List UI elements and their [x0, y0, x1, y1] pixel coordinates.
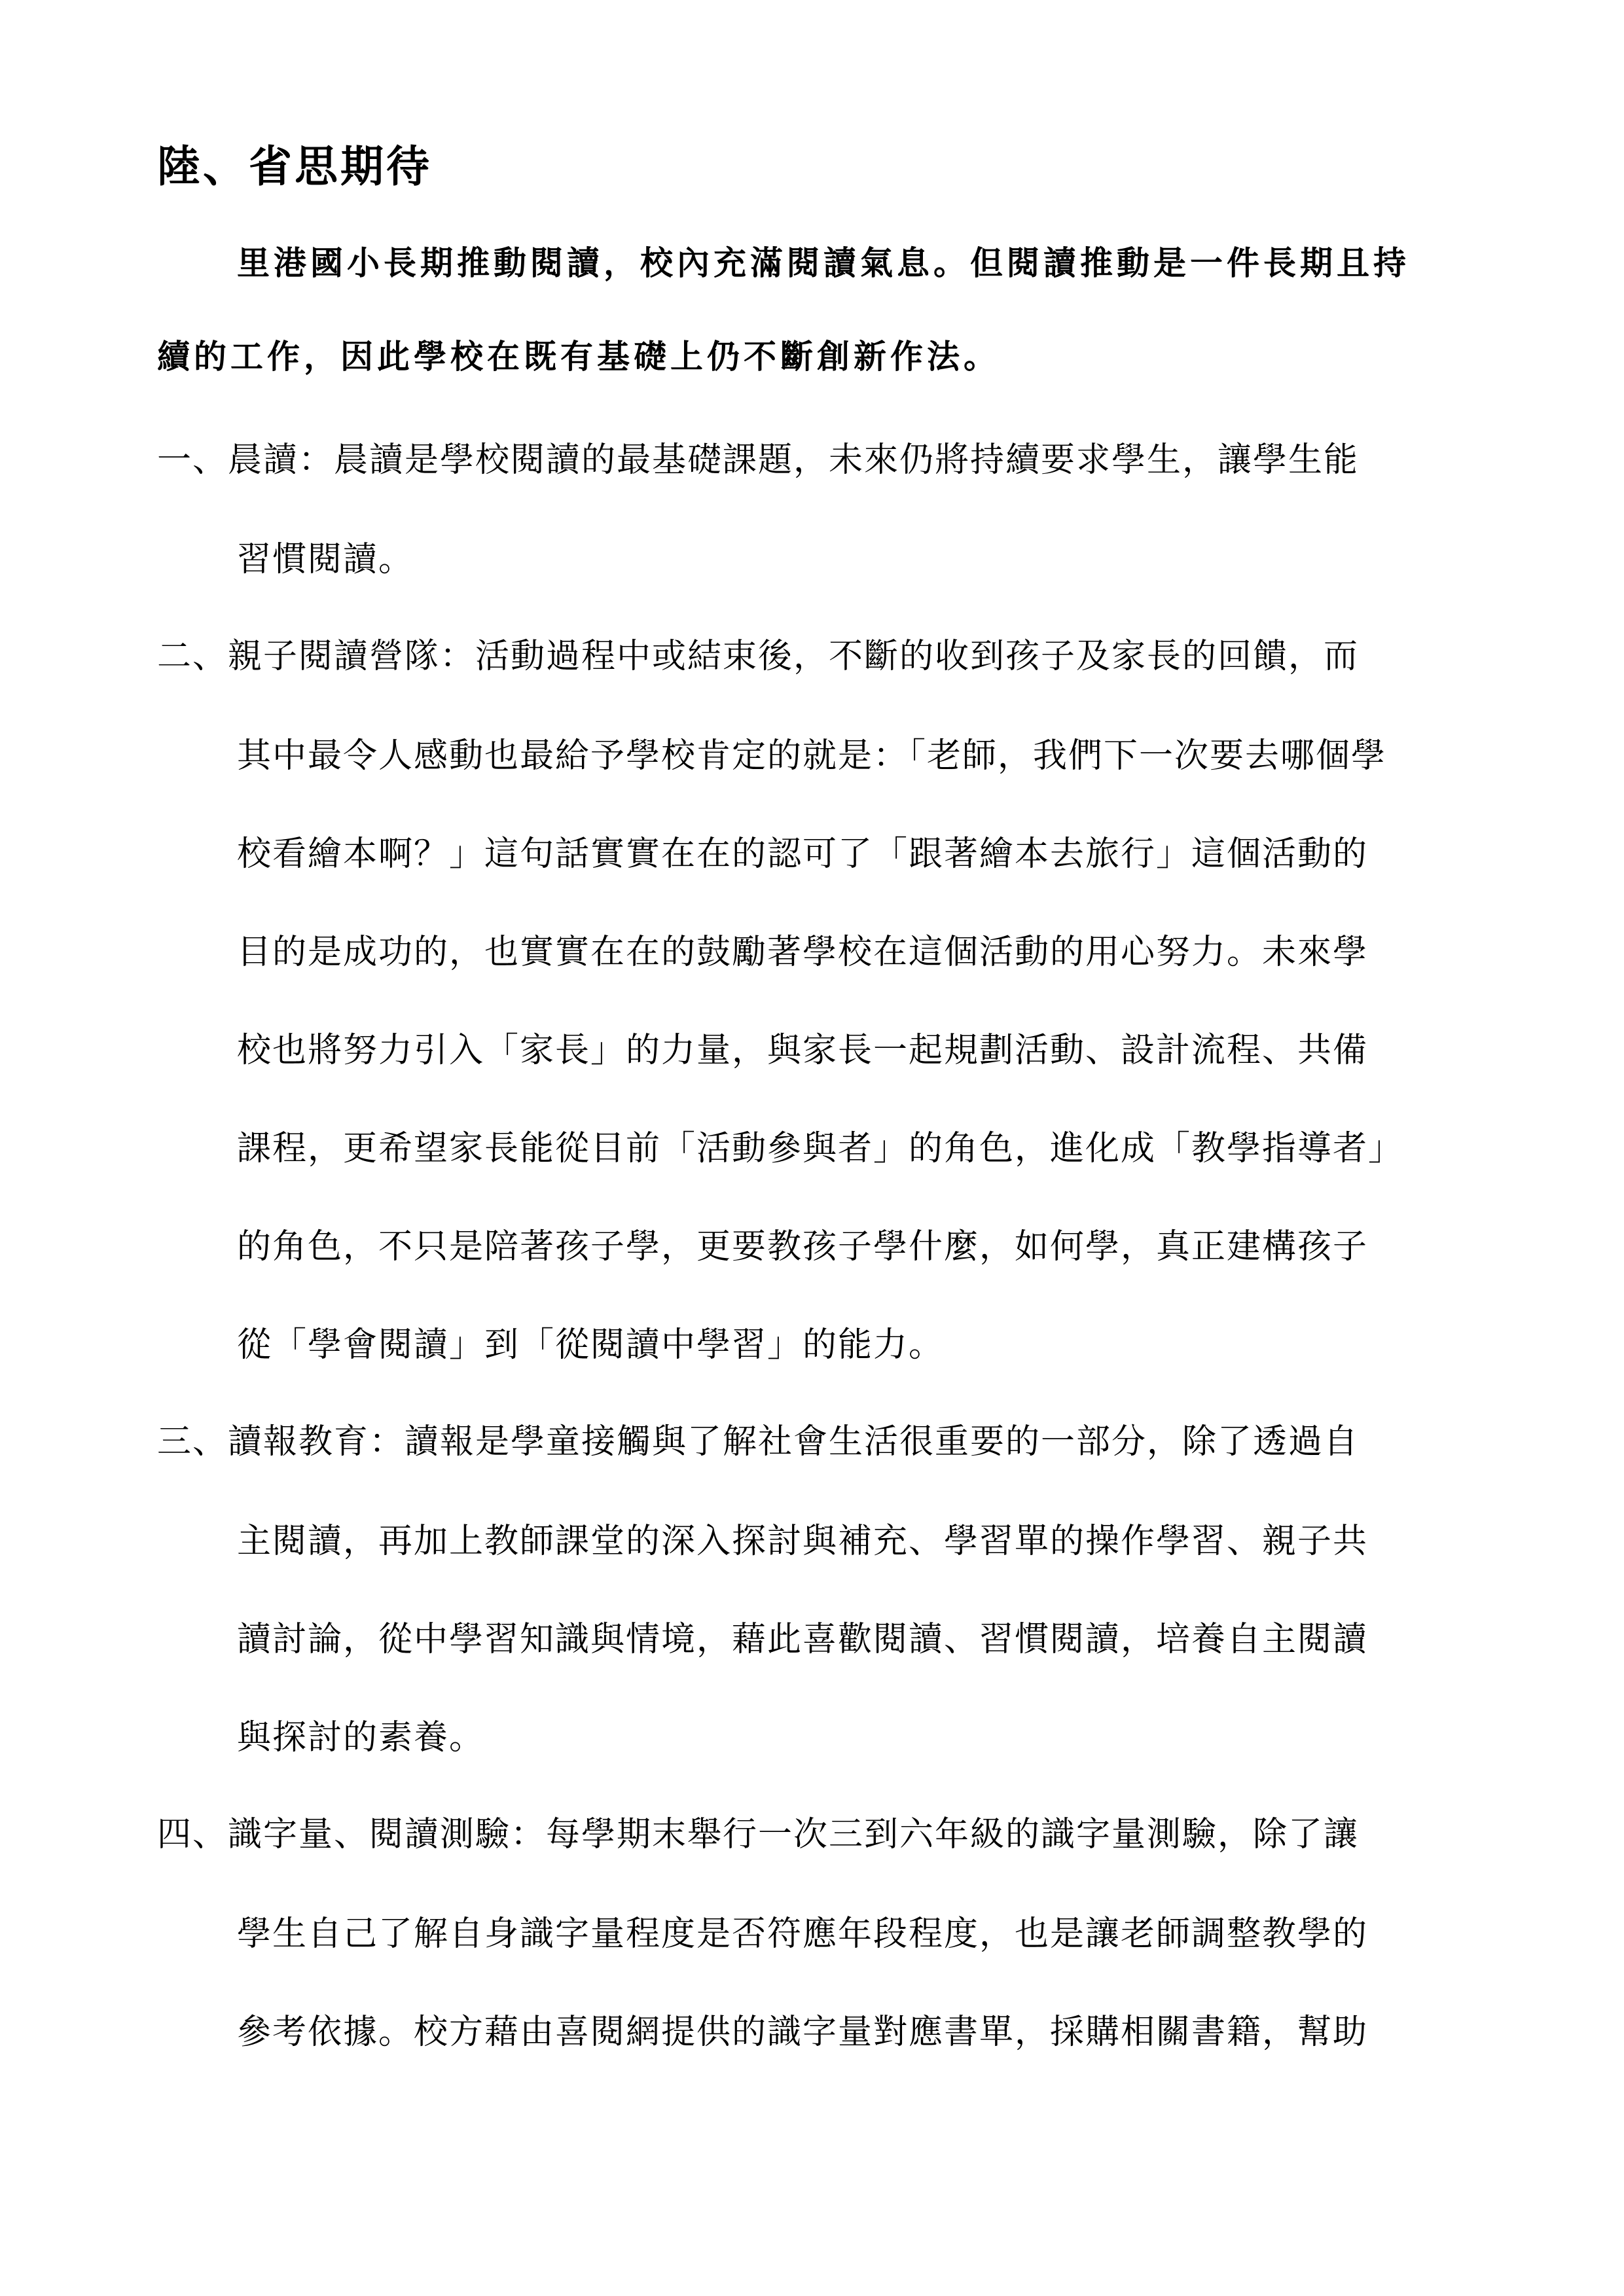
list-item-line: 學生自己了解自身識字量程度是否符應年段程度，也是讓老師調整教學的	[237, 1914, 1369, 1954]
list-item-line: 從「學會閱讀」到「從閱讀中學習」的能力。	[237, 1325, 945, 1365]
list-item-line: 讀討論，從中學習知識與情境，藉此喜歡閱讀、習慣閱讀，培養自主閱讀	[237, 1620, 1369, 1659]
list-item-line: 主閱讀，再加上教師課堂的深入探討與補充、學習單的操作學習、親子共	[237, 1522, 1369, 1561]
list-item-line: 目的是成功的，也實實在在的鼓勵著學校在這個活動的用心努力。未來學	[237, 933, 1369, 972]
list-item-line: 課程，更希望家長能從目前「活動參與者」的角色，進化成「教學指導者」	[237, 1129, 1404, 1168]
list-item-line: 校看繪本啊？」這句話實實在在的認可了「跟著繪本去旅行」這個活動的	[237, 834, 1369, 874]
intro-line: 續的工作，因此學校在既有基礎上仍不斷創新作法。	[157, 338, 1000, 376]
section-heading: 陸、省思期待	[157, 141, 432, 192]
list-item-line: 校也將努力引入「家長」的力量，與家長一起規劃活動、設計流程、共備	[237, 1031, 1369, 1070]
list-item-line: 的角色，不只是陪著孩子學，更要教孩子學什麼，如何學，真正建構孩子	[237, 1227, 1369, 1266]
list-item-line: 二、親子閱讀營隊：活動過程中或結束後，不斷的收到孩子及家長的回饋，而	[157, 637, 1360, 676]
list-item-line: 與探討的素養。	[237, 1718, 485, 1757]
list-item-line: 其中最令人感動也最給予學校肯定的就是：「老師，我們下一次要去哪個學	[237, 736, 1387, 776]
list-item-line: 一、晨讀：晨讀是學校閱讀的最基礎課題，未來仍將持續要求學生，讓學生能	[157, 440, 1360, 480]
list-item-line: 參考依據。校方藉由喜閱網提供的識字量對應書單，採購相關書籍，幫助	[237, 2013, 1369, 2052]
intro-line: 里港國小長期推動閱讀，校內充滿閱讀氣息。但閱讀推動是一件長期且持	[237, 244, 1410, 282]
list-item-line: 習慣閱讀。	[237, 540, 414, 579]
list-item-line: 四、識字量、閱讀測驗：每學期末舉行一次三到六年級的識字量測驗，除了讓	[157, 1815, 1360, 1854]
list-item-line: 三、讀報教育：讀報是學童接觸與了解社會生活很重要的一部分，除了透過自	[157, 1422, 1360, 1462]
